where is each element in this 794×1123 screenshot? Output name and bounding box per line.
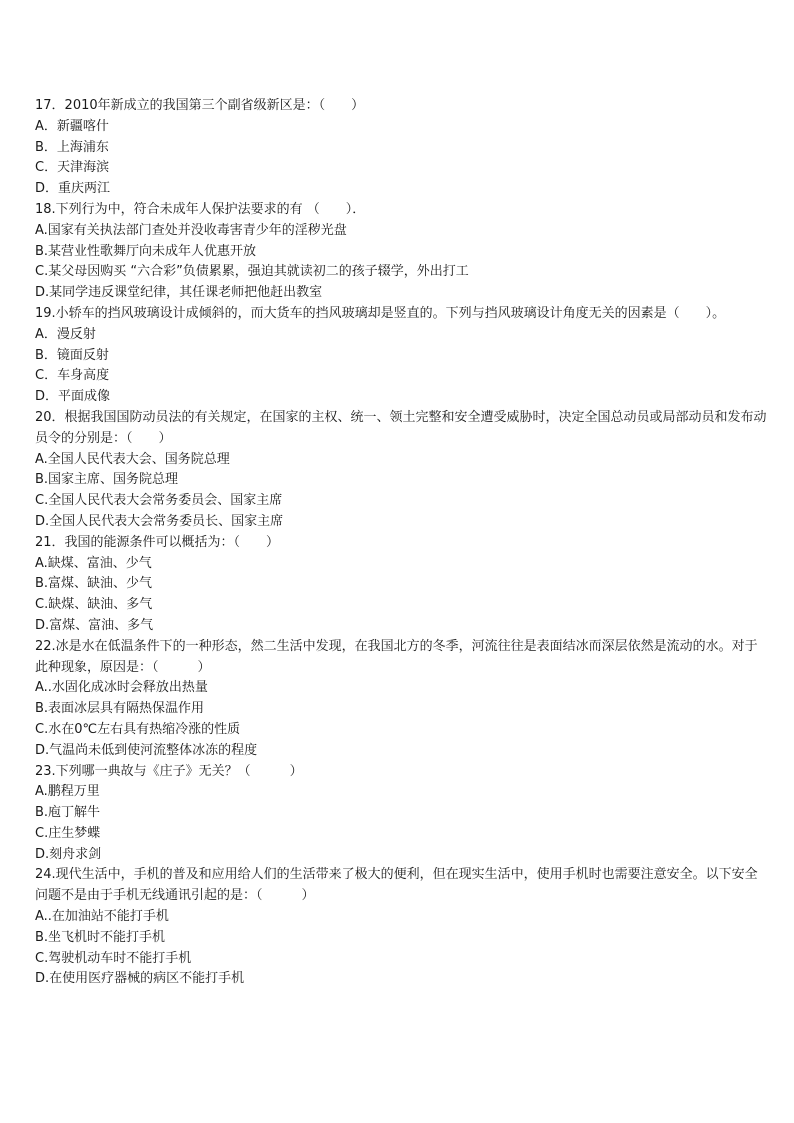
option-a: A..水固化成冰时会释放出热量 [35,680,208,696]
option-b: B.庖丁解牛 [35,805,101,821]
question-20 [35,408,770,533]
option-d: D.全国人民代表大会常务委员长、国家主席 [35,513,284,529]
option-b: B.国家主席、国务院总理 [35,472,179,488]
question-23 [35,762,770,866]
question-24 [35,865,770,990]
question-stem: 24.现代生活中，手机的普及和应用给人们的生活带来了极大的便利，但在现实生活中，使用手机时也需要注意安全。以下安全问题不是由于手机无线通讯引起的是：（ ） [35,867,758,904]
question-22 [35,637,770,762]
option-b: B.富煤、缺油、少气 [35,576,153,592]
option-d: D.刻舟求剑 [35,846,102,862]
option-a: A．新疆喀什 [35,118,109,134]
question-18 [35,200,770,304]
question-stem: 23.下列哪一典故与《庄子》无关？（ ） [35,763,303,779]
option-b: B.表面冰层具有隔热保温作用 [35,701,205,717]
option-c: C.全国人民代表大会常务委员会、国家主席 [35,493,283,509]
option-c: C．天津海滨 [35,160,110,176]
question-21 [35,533,770,637]
question-stem: 18.下列行为中，符合未成年人保护法要求的有 （ ）． [35,201,366,217]
question-19 [35,304,770,408]
option-c: C.驾驶机动车时不能打手机 [35,950,192,966]
option-d: D.富煤、富油、多气 [35,617,154,633]
question-stem: 20．根据我国国防动员法的有关规定，在国家的主权、统一、领土完整和安全遭受威胁时，决定全国总动员或局部动员和发布动员令的分别是：（ ） [35,409,767,446]
question-stem: 22.冰是水在低温条件下的一种形态，然二生活中发现，在我国北方的冬季，河流往往是表面结冰而深层依然是流动的水。对于此种现象，原因是：（ ） [35,638,758,675]
option-a: A.鹏程万里 [35,784,100,800]
option-c: C.庄生梦蝶 [35,825,101,841]
option-d: D．重庆两江 [35,181,111,197]
option-c: C.缺煤、缺油、多气 [35,597,153,613]
question-list [35,96,770,990]
option-c: C.某父母因购买 “六合彩”负债累累，强迫其就读初二的孩子辍学，外出打工 [35,264,469,280]
option-a: A.国家有关执法部门查处并没收毒害青少年的淫秽光盘 [35,222,347,238]
question-stem: 17．2010年新成立的我国第三个副省级新区是：（ ） [35,98,365,113]
question-17 [35,96,770,200]
option-a: A..在加油站不能打手机 [35,909,169,925]
option-b: B.某营业性歌舞厅向未成年人优惠开放 [35,243,257,259]
option-d: D.气温尚未低到使河流整体冰冻的程度 [35,742,258,758]
option-b: B．上海浦东 [35,139,109,155]
option-c: C.水在0℃左右具有热缩冷涨的性质 [35,721,241,737]
question-stem: 21．我国的能源条件可以概括为：（ ） [35,534,280,550]
option-c: C．车身高度 [35,368,110,384]
option-a: A.缺煤、富油、少气 [35,555,152,571]
option-a: A．漫反射 [35,326,96,342]
option-b: B.坐飞机时不能打手机 [35,929,166,945]
option-a: A.全国人民代表大会、国务院总理 [35,451,230,467]
option-b: B．镜面反射 [35,347,109,363]
option-d: D.在使用医疗器械的病区不能打手机 [35,971,245,987]
option-d: D.某同学违反课堂纪律，其任课老师把他赶出教室 [35,285,323,301]
option-d: D．平面成像 [35,389,111,405]
question-stem: 19.小轿车的挡风玻璃设计成倾斜的，而大货车的挡风玻璃却是竖直的。下列与挡风玻璃设计角度无关的因素是（ ）。 [35,305,726,321]
